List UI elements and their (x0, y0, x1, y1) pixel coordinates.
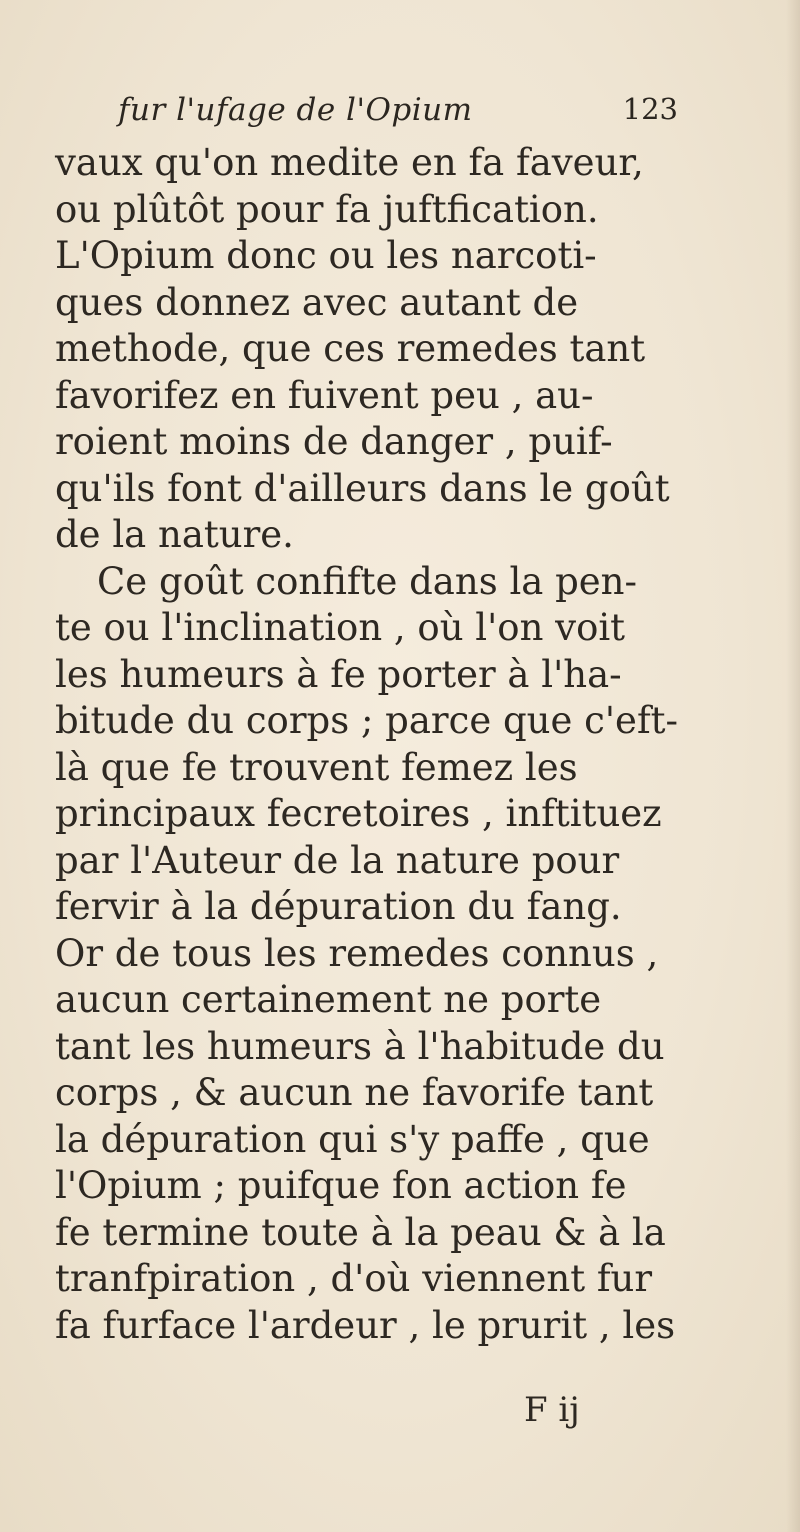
text-line: Or de tous les remedes connus , (55, 931, 659, 975)
body-text (55, 140, 770, 1349)
text-line: qu'ils font d'ailleurs dans le goût (55, 466, 670, 510)
paragraph-start-line: Ce goût confifte dans la pen- (97, 559, 638, 603)
text-line: fe termine toute à la peau & à la (55, 1210, 666, 1254)
running-title: fur l'ufage de l'Opium (118, 92, 473, 128)
text-line: favorifez en fuivent peu , au- (55, 373, 594, 417)
text-line: l'Opium ; puifque fon action fe (55, 1164, 627, 1207)
text-line: vaux qu'on medite en fa faveur, (55, 141, 644, 184)
text-line: ques donnez avec autant de (55, 280, 579, 324)
text-line: de la nature. (55, 513, 294, 556)
page-header (118, 92, 678, 136)
text-line: principaux fecretoires , inftituez (55, 792, 662, 835)
signature-mark: F ij (524, 1390, 580, 1430)
text-line: aucun certainement ne porte (55, 978, 602, 1021)
text-line: bitude du corps ; parce que c'eft- (55, 699, 679, 742)
text-line: ou plûtôt pour fa juftfication. (55, 187, 599, 231)
text-line: fervir à la dépuration du fang. (55, 885, 622, 928)
text-line: corps , & aucun ne favorife tant (55, 1071, 654, 1114)
text-line: les humeurs à fe porter à l'ha- (55, 652, 622, 696)
text-line: la dépuration qui s'y paffe , que (55, 1117, 650, 1161)
text-line: fa furface l'ardeur , le prurit , les (55, 1303, 676, 1347)
page-edge-shadow (786, 0, 800, 1532)
text-line: methode, que ces remedes tant (55, 327, 646, 370)
text-line: par l'Auteur de la nature pour (55, 838, 620, 882)
text-line: te ou l'inclination , où l'on voit (55, 606, 626, 649)
page-number: 123 (622, 92, 678, 126)
text-line: tant les humeurs à l'habitude du (55, 1024, 665, 1068)
text-line: roient moins de danger , puif- (55, 420, 613, 463)
text-line: là que fe trouvent femez les (55, 745, 578, 789)
text-line: tranfpiration , d'où viennent fur (55, 1257, 653, 1300)
text-line: L'Opium donc ou les narcoti- (55, 234, 597, 277)
